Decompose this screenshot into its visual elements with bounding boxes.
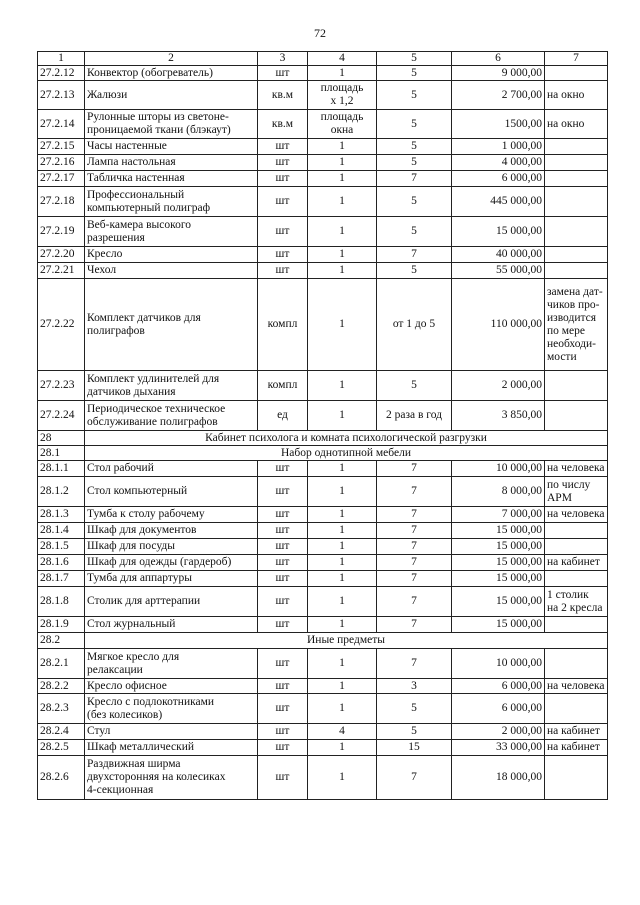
item-number-cell: 28.1.4: [38, 523, 85, 539]
item-number-cell: 28.2.3: [38, 694, 85, 724]
service-life-cell: 5: [377, 110, 452, 139]
unit-cell: шт: [258, 724, 308, 740]
table-row: [38, 617, 608, 633]
item-number-cell: 28.2.2: [38, 679, 85, 694]
item-number-cell: 28.1.5: [38, 539, 85, 555]
price-cell: 6 000,00: [452, 679, 545, 694]
item-name-cell: Шкаф для документов: [85, 523, 258, 539]
unit-cell: шт: [258, 694, 308, 724]
table-row: [38, 477, 608, 507]
unit-cell: шт: [258, 507, 308, 523]
price-cell: 110 000,00: [452, 279, 545, 371]
column-header: 6: [452, 52, 545, 66]
item-number-cell: 27.2.15: [38, 139, 85, 155]
item-name-cell: Жалюзи: [85, 81, 258, 110]
note-cell: по числу АРМ: [545, 477, 608, 507]
item-name-cell: Стул: [85, 724, 258, 740]
quantity-cell: 1: [308, 617, 377, 633]
unit-cell: шт: [258, 523, 308, 539]
service-life-cell: 5: [377, 694, 452, 724]
table-row: [38, 279, 608, 371]
item-number-cell: 27.2.12: [38, 66, 85, 81]
item-number-cell: 27.2.18: [38, 187, 85, 217]
section-number: 28.1: [38, 446, 85, 461]
unit-cell: шт: [258, 263, 308, 279]
unit-cell: шт: [258, 187, 308, 217]
quantity-cell: 1: [308, 539, 377, 555]
quantity-cell: 1: [308, 555, 377, 571]
service-life-cell: 5: [377, 155, 452, 171]
unit-cell: шт: [258, 679, 308, 694]
note-cell: [545, 371, 608, 401]
note-cell: [545, 155, 608, 171]
unit-cell: шт: [258, 171, 308, 187]
item-name-cell: Мягкое кресло для релаксации: [85, 649, 258, 679]
price-cell: 10 000,00: [452, 461, 545, 477]
item-name-cell: Стол рабочий: [85, 461, 258, 477]
section-number: 28.2: [38, 633, 85, 649]
table-row: [38, 461, 608, 477]
quantity-cell: 1: [308, 679, 377, 694]
quantity-cell: 1: [308, 571, 377, 587]
item-number-cell: 27.2.24: [38, 401, 85, 431]
price-cell: 18 000,00: [452, 756, 545, 800]
quantity-cell: 1: [308, 694, 377, 724]
table-row: [38, 81, 608, 110]
service-life-cell: 5: [377, 724, 452, 740]
service-life-cell: 7: [377, 477, 452, 507]
price-cell: 15 000,00: [452, 523, 545, 539]
specification-table: [37, 51, 608, 800]
table-header-row: [38, 52, 608, 66]
service-life-cell: 5: [377, 371, 452, 401]
item-number-cell: 27.2.16: [38, 155, 85, 171]
table-row: [38, 679, 608, 694]
note-cell: [545, 694, 608, 724]
table-row: [38, 263, 608, 279]
note-cell: [545, 247, 608, 263]
item-number-cell: 28.2.6: [38, 756, 85, 800]
price-cell: 6 000,00: [452, 171, 545, 187]
note-cell: [545, 649, 608, 679]
section-number: 28: [38, 431, 85, 446]
note-cell: 1 столик на 2 кресла: [545, 587, 608, 617]
note-cell: [545, 617, 608, 633]
note-cell: на кабинет: [545, 724, 608, 740]
item-number-cell: 27.2.22: [38, 279, 85, 371]
item-name-cell: Шкаф для одежды (гардероб): [85, 555, 258, 571]
price-cell: 55 000,00: [452, 263, 545, 279]
price-cell: 2 000,00: [452, 371, 545, 401]
service-life-cell: 7: [377, 555, 452, 571]
service-life-cell: 7: [377, 507, 452, 523]
quantity-cell: 1: [308, 649, 377, 679]
item-name-cell: Комплект удлинителей для датчиков дыхания: [85, 371, 258, 401]
item-name-cell: Тумба к столу рабочему: [85, 507, 258, 523]
table-row: [38, 756, 608, 800]
column-header: 5: [377, 52, 452, 66]
price-cell: 15 000,00: [452, 217, 545, 247]
service-life-cell: 7: [377, 171, 452, 187]
page-number: 72: [314, 26, 326, 40]
note-cell: на человека: [545, 679, 608, 694]
item-name-cell: Лампа настольная: [85, 155, 258, 171]
item-name-cell: Тумба для аппартуры: [85, 571, 258, 587]
table-row: [38, 171, 608, 187]
section-title: Кабинет психолога и комната психологической разгрузки: [85, 431, 608, 446]
item-number-cell: 28.2.4: [38, 724, 85, 740]
quantity-cell: площадь окна: [308, 110, 377, 139]
table-row: [38, 694, 608, 724]
unit-cell: шт: [258, 756, 308, 800]
unit-cell: шт: [258, 247, 308, 263]
column-header: 3: [258, 52, 308, 66]
service-life-cell: от 1 до 5: [377, 279, 452, 371]
table-row: [38, 66, 608, 81]
item-number-cell: 28.1.9: [38, 617, 85, 633]
price-cell: 1 000,00: [452, 139, 545, 155]
quantity-cell: площадь х 1,2: [308, 81, 377, 110]
unit-cell: ед: [258, 401, 308, 431]
note-cell: [545, 539, 608, 555]
table-row: [38, 139, 608, 155]
quantity-cell: 4: [308, 724, 377, 740]
service-life-cell: 7: [377, 649, 452, 679]
service-life-cell: 5: [377, 217, 452, 247]
note-cell: на человека: [545, 461, 608, 477]
price-cell: 3 850,00: [452, 401, 545, 431]
column-header: 2: [85, 52, 258, 66]
unit-cell: шт: [258, 539, 308, 555]
table-row: [38, 507, 608, 523]
section-title: Набор однотипной мебели: [85, 446, 608, 461]
quantity-cell: 1: [308, 279, 377, 371]
service-life-cell: 7: [377, 756, 452, 800]
item-number-cell: 27.2.17: [38, 171, 85, 187]
unit-cell: шт: [258, 571, 308, 587]
service-life-cell: 7: [377, 247, 452, 263]
unit-cell: шт: [258, 217, 308, 247]
item-number-cell: 27.2.14: [38, 110, 85, 139]
item-name-cell: Кресло с подлокотниками (без колесиков): [85, 694, 258, 724]
note-cell: [545, 187, 608, 217]
unit-cell: шт: [258, 617, 308, 633]
table-row: [38, 187, 608, 217]
price-cell: 1500,00: [452, 110, 545, 139]
section-title: Иные предметы: [85, 633, 608, 649]
unit-cell: шт: [258, 740, 308, 756]
quantity-cell: 1: [308, 263, 377, 279]
service-life-cell: 5: [377, 66, 452, 81]
table-row: [38, 155, 608, 171]
price-cell: 6 000,00: [452, 694, 545, 724]
service-life-cell: 5: [377, 81, 452, 110]
item-number-cell: 27.2.20: [38, 247, 85, 263]
unit-cell: шт: [258, 649, 308, 679]
unit-cell: шт: [258, 587, 308, 617]
item-number-cell: 27.2.21: [38, 263, 85, 279]
item-name-cell: Конвектор (обогреватель): [85, 66, 258, 81]
price-cell: 40 000,00: [452, 247, 545, 263]
quantity-cell: 1: [308, 217, 377, 247]
service-life-cell: 5: [377, 187, 452, 217]
note-cell: [545, 571, 608, 587]
table-row: [38, 555, 608, 571]
price-cell: 15 000,00: [452, 539, 545, 555]
column-header: 4: [308, 52, 377, 66]
price-cell: 7 000,00: [452, 507, 545, 523]
note-cell: на окно: [545, 81, 608, 110]
price-cell: 15 000,00: [452, 555, 545, 571]
column-header: 7: [545, 52, 608, 66]
unit-cell: шт: [258, 477, 308, 507]
note-cell: [545, 171, 608, 187]
item-number-cell: 27.2.23: [38, 371, 85, 401]
service-life-cell: 7: [377, 587, 452, 617]
table-row: [38, 649, 608, 679]
price-cell: 2 000,00: [452, 724, 545, 740]
column-header: 1: [38, 52, 85, 66]
item-number-cell: 28.1.7: [38, 571, 85, 587]
item-number-cell: 28.1.1: [38, 461, 85, 477]
note-cell: на кабинет: [545, 740, 608, 756]
item-name-cell: Чехол: [85, 263, 258, 279]
price-cell: 33 000,00: [452, 740, 545, 756]
note-cell: [545, 139, 608, 155]
table-row: [38, 724, 608, 740]
note-cell: на окно: [545, 110, 608, 139]
item-number-cell: 28.1.8: [38, 587, 85, 617]
unit-cell: кв.м: [258, 110, 308, 139]
price-cell: 2 700,00: [452, 81, 545, 110]
item-name-cell: Периодическое техническое обслуживание полиграфов: [85, 401, 258, 431]
note-cell: [545, 401, 608, 431]
table-row: [38, 587, 608, 617]
quantity-cell: 1: [308, 740, 377, 756]
item-name-cell: Кресло офисное: [85, 679, 258, 694]
service-life-cell: 5: [377, 139, 452, 155]
note-cell: [545, 263, 608, 279]
price-cell: 445 000,00: [452, 187, 545, 217]
note-cell: замена дат- чиков про- изводится по мере необходи- мости: [545, 279, 608, 371]
note-cell: на кабинет: [545, 555, 608, 571]
price-cell: 15 000,00: [452, 617, 545, 633]
unit-cell: шт: [258, 139, 308, 155]
table-row: [38, 523, 608, 539]
note-cell: [545, 217, 608, 247]
item-number-cell: 27.2.19: [38, 217, 85, 247]
service-life-cell: 2 раза в год: [377, 401, 452, 431]
item-name-cell: Профессиональный компьютерный полиграф: [85, 187, 258, 217]
section-row: [38, 633, 608, 649]
quantity-cell: 1: [308, 139, 377, 155]
quantity-cell: 1: [308, 523, 377, 539]
note-cell: [545, 66, 608, 81]
service-life-cell: 3: [377, 679, 452, 694]
table-row: [38, 247, 608, 263]
service-life-cell: 15: [377, 740, 452, 756]
item-name-cell: Шкаф для посуды: [85, 539, 258, 555]
unit-cell: шт: [258, 66, 308, 81]
unit-cell: компл: [258, 279, 308, 371]
item-number-cell: 28.2.1: [38, 649, 85, 679]
item-name-cell: Комплект датчиков для полиграфов: [85, 279, 258, 371]
quantity-cell: 1: [308, 155, 377, 171]
item-number-cell: 28.1.2: [38, 477, 85, 507]
table-row: [38, 401, 608, 431]
note-cell: на человека: [545, 507, 608, 523]
quantity-cell: 1: [308, 477, 377, 507]
note-cell: [545, 756, 608, 800]
table-row: [38, 217, 608, 247]
item-number-cell: 28.1.3: [38, 507, 85, 523]
quantity-cell: 1: [308, 401, 377, 431]
table-row: [38, 110, 608, 139]
service-life-cell: 7: [377, 461, 452, 477]
item-number-cell: 28.1.6: [38, 555, 85, 571]
price-cell: 15 000,00: [452, 587, 545, 617]
item-name-cell: Часы настенные: [85, 139, 258, 155]
item-name-cell: Табличка настенная: [85, 171, 258, 187]
quantity-cell: 1: [308, 756, 377, 800]
section-row: [38, 431, 608, 446]
quantity-cell: 1: [308, 187, 377, 217]
price-cell: 9 000,00: [452, 66, 545, 81]
service-life-cell: 5: [377, 263, 452, 279]
unit-cell: шт: [258, 461, 308, 477]
item-name-cell: Стол журнальный: [85, 617, 258, 633]
service-life-cell: 7: [377, 617, 452, 633]
item-name-cell: Рулонные шторы из светоне- проницаемой ткани (блэкаут): [85, 110, 258, 139]
price-cell: 15 000,00: [452, 571, 545, 587]
service-life-cell: 7: [377, 523, 452, 539]
item-name-cell: Раздвижная ширма двухсторонняя на колесиках 4-секционная: [85, 756, 258, 800]
unit-cell: компл: [258, 371, 308, 401]
table-row: [38, 571, 608, 587]
price-cell: 10 000,00: [452, 649, 545, 679]
table-row: [38, 539, 608, 555]
quantity-cell: 1: [308, 247, 377, 263]
item-name-cell: Стол компьютерный: [85, 477, 258, 507]
item-number-cell: 27.2.13: [38, 81, 85, 110]
price-cell: 4 000,00: [452, 155, 545, 171]
note-cell: [545, 523, 608, 539]
service-life-cell: 7: [377, 539, 452, 555]
item-name-cell: Кресло: [85, 247, 258, 263]
quantity-cell: 1: [308, 66, 377, 81]
item-name-cell: Столик для арттерапии: [85, 587, 258, 617]
quantity-cell: 1: [308, 507, 377, 523]
item-name-cell: Веб-камера высокого разрешения: [85, 217, 258, 247]
quantity-cell: 1: [308, 371, 377, 401]
quantity-cell: 1: [308, 461, 377, 477]
price-cell: 8 000,00: [452, 477, 545, 507]
quantity-cell: 1: [308, 171, 377, 187]
unit-cell: шт: [258, 555, 308, 571]
item-number-cell: 28.2.5: [38, 740, 85, 756]
table-row: [38, 740, 608, 756]
unit-cell: шт: [258, 155, 308, 171]
service-life-cell: 7: [377, 571, 452, 587]
item-name-cell: Шкаф металлический: [85, 740, 258, 756]
unit-cell: кв.м: [258, 81, 308, 110]
table-row: [38, 371, 608, 401]
quantity-cell: 1: [308, 587, 377, 617]
section-row: [38, 446, 608, 461]
